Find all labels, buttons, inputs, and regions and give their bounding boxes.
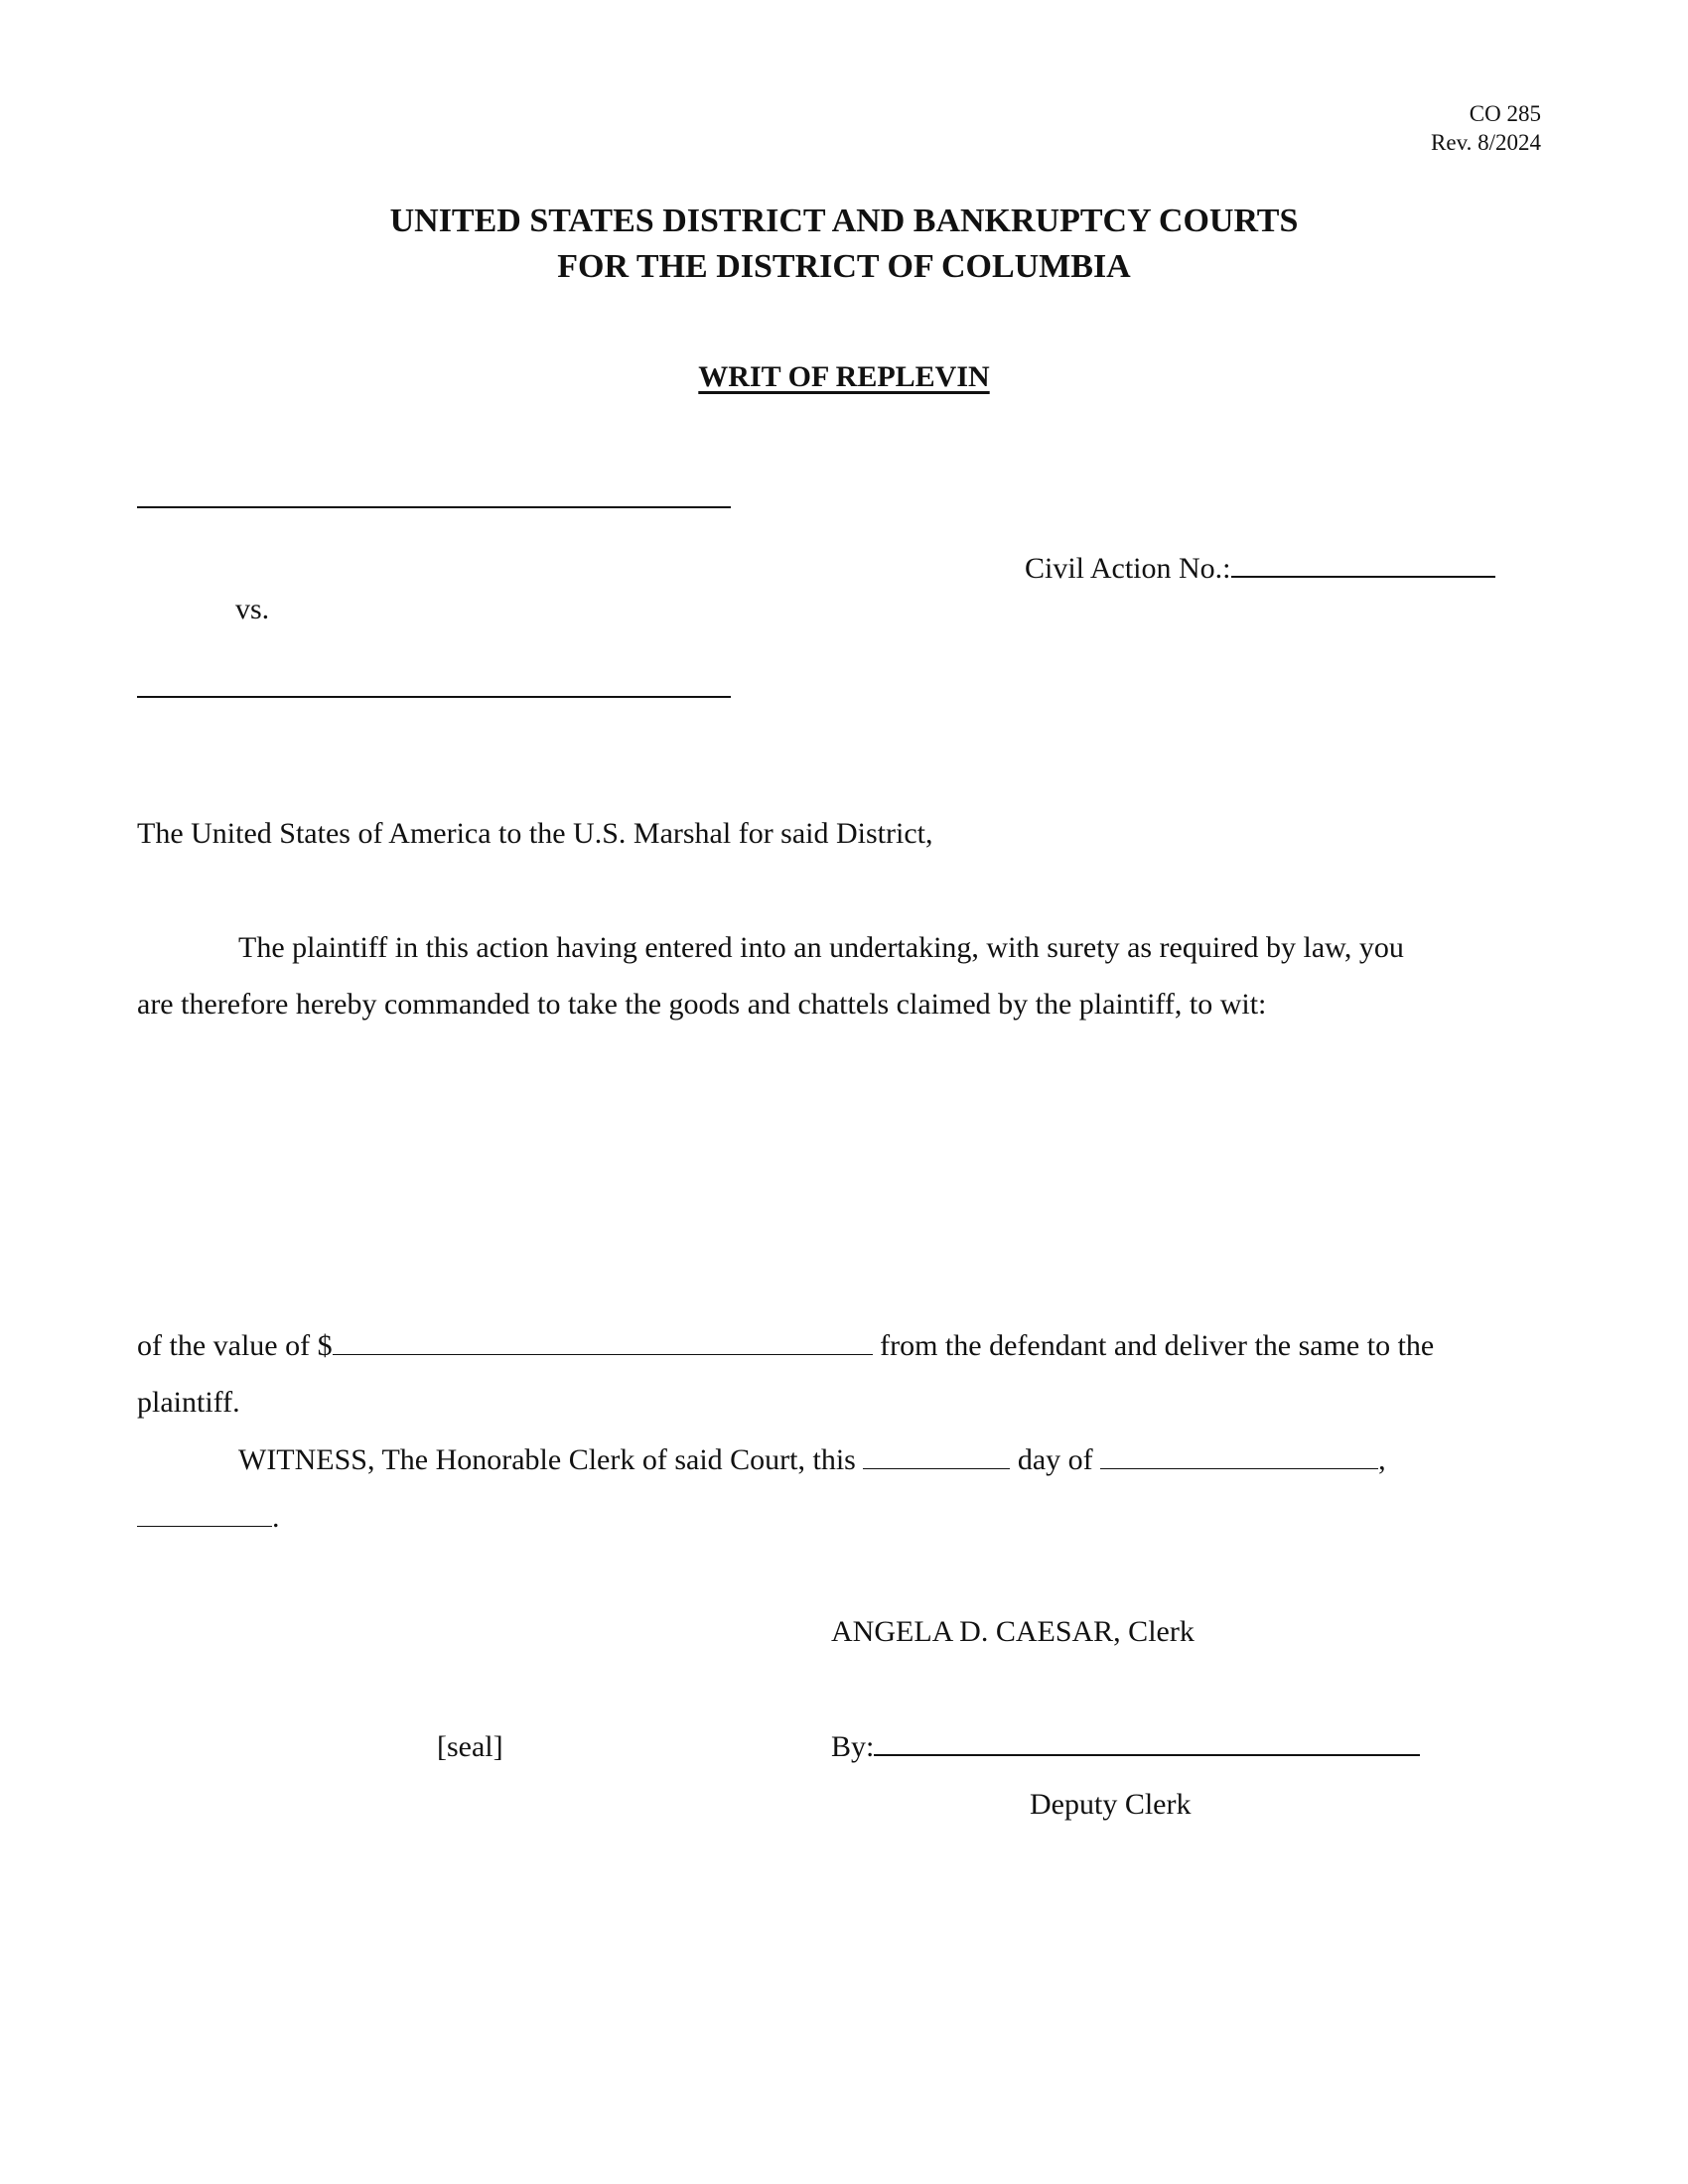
value-suffix: from the defendant and deliver the same to the [880, 1329, 1435, 1362]
witness-prefix: WITNESS, The Honorable Clerk of said Court, this [238, 1443, 856, 1476]
salutation: The United States of America to the U.S. Marshal for said District, [137, 817, 933, 850]
witness-line [238, 1443, 1386, 1477]
by-label: By: [831, 1730, 875, 1763]
deputy-signature-field[interactable] [874, 1753, 1420, 1756]
command-paragraph-line1: The plaintiff in this action having entered into an undertaking, with surety as required by law, you [238, 931, 1404, 964]
deputy-clerk-title: Deputy Clerk [1030, 1788, 1192, 1821]
plaintiff-name-field[interactable] [137, 506, 731, 508]
document-title: WRIT OF REPLEVIN [698, 360, 990, 393]
seal-placeholder: [seal] [437, 1730, 503, 1763]
civil-action-label: Civil Action No.: [1025, 552, 1231, 585]
court-title-line1: UNITED STATES DISTRICT AND BANKRUPTCY COURTS [389, 203, 1299, 239]
command-paragraph-line2: are therefore hereby commanded to take the goods and chattels claimed by the plaintiff, to wit: [137, 988, 1267, 1021]
witness-month-field[interactable] [1100, 1467, 1378, 1469]
civil-action-number [1025, 552, 1495, 586]
value-line [137, 1329, 1434, 1363]
value-amount-field[interactable] [333, 1353, 873, 1355]
witness-year-field[interactable] [137, 1525, 272, 1527]
witness-day-field[interactable] [863, 1467, 1010, 1469]
civil-action-number-field[interactable] [1231, 575, 1495, 578]
versus-label: vs. [235, 593, 270, 625]
form-code-block [1431, 99, 1541, 157]
clerk-name: ANGELA D. CAESAR, Clerk [831, 1615, 1195, 1648]
court-title-line2: FOR THE DISTRICT OF COLUMBIA [557, 248, 1131, 285]
witness-comma: , [1378, 1443, 1386, 1476]
form-revision: Rev. 8/2024 [1431, 130, 1541, 155]
defendant-name-field[interactable] [137, 696, 731, 698]
court-title [0, 199, 1688, 290]
value-prefix: of the value of $ [137, 1329, 333, 1362]
witness-day-of: day of [1017, 1443, 1093, 1476]
value-line-continued: plaintiff. [137, 1386, 240, 1419]
signature-by-line [831, 1730, 1420, 1764]
form-code: CO 285 [1469, 101, 1541, 126]
year-line [137, 1501, 280, 1535]
year-period: . [272, 1501, 280, 1534]
